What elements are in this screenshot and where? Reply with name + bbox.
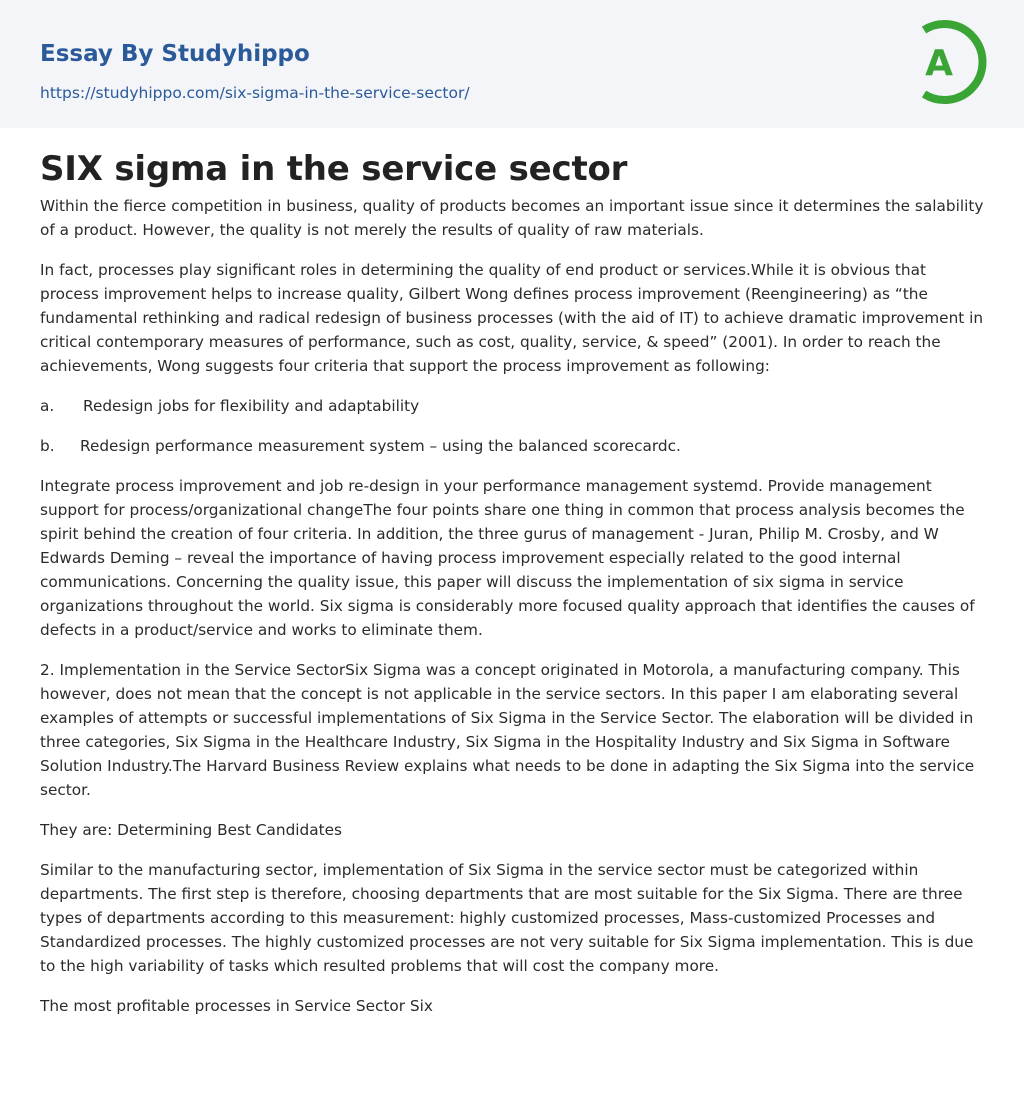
logo-letter: A [925,43,953,84]
site-brand[interactable]: Essay By Studyhippo [40,41,310,67]
paragraph-1: Within the fierce competition in business, quality of products becomes an important issue since it determines the salability of a product. However, the quality is not merely the results of quality of raw materials. [40,197,984,239]
paragraph-2: In fact, processes play significant roles in determining the quality of end product or services.While it is obvious that process improvement helps to increase quality, Gilbert Wong defines process improvement (Reengineering) as “the fundamental rethinking and radical redesign of business processes (with the aid of IT) to achieve dramatic improvement in critical contemporary measures of performance, such as cost, quality, service, & speed” (2001). In order to reach the achievements, Wong suggests four criteria that support the process improvement as following: [40,261,984,375]
paragraph-5: They are: Determining Best Candidates [40,821,343,839]
paragraph-4: 2. Implementation in the Service SectorSix Sigma was a concept originated in Motorola, a manufacturing company. This however, does not mean that the concept is not applicable in the service sectors. In this paper I am elaborating several examples of attempts or successful implementations of Six Sigma in the Service Sector. The elaboration will be divided in three categories, Six Sigma in the Healthcare Industry, Six Sigma in the Hospitality Industry and Six Sigma in Software Solution Industry.The Harvard Business Review explains what needs to be done in adapting the Six Sigma into the service sector. [40,661,975,799]
list-marker-b: b. [40,437,55,455]
article [0,148,1024,1018]
list-text-a: Redesign jobs for flexibility and adaptability [83,397,420,415]
paragraph-6: Similar to the manufacturing sector, implementation of Six Sigma in the service sector must be categorized within departments. The first step is therefore, choosing departments that are most suitable for the Six Sigma. There are three types of departments according to this measurement: highly customized processes, Mass-customized Processes and Standardized processes. The highly customized processes are not very suitable for Six Sigma implementation. This is due to the high variability of tasks which resulted problems that will cost the company more. [40,861,974,975]
list-marker-a: a. [40,397,55,415]
list-item-a [40,394,984,418]
paragraph-7: The most profitable processes in Service Sector Six [40,997,433,1015]
paragraph-3: Integrate process improvement and job re-design in your performance management systemd. Provide management support for process/organizational changeThe four points share one thing in common that process analysis becomes the spirit behind the creation of four criteria. In addition, the three gurus of management - Juran, Philip M. Crosby, and W Edwards Deming – reveal the importance of having process improvement especially related to the good internal communications. Concerning the quality issue, this paper will discuss the implementation of six sigma in service organizations throughout the world. Six sigma is considerably more focused quality approach that identifies the causes of defects in a product/service and works to eliminate them. [40,477,975,639]
page-title: SIX sigma in the service sector [40,149,628,189]
site-header [0,0,1024,128]
list-item-b [40,434,984,458]
list-text-b: Redesign performance measurement system – using the balanced scorecardc. [80,437,681,455]
studyhippo-logo-icon[interactable] [911,18,987,106]
essay-url-link[interactable]: https://studyhippo.com/six-sigma-in-the-service-sector/ [40,84,470,102]
